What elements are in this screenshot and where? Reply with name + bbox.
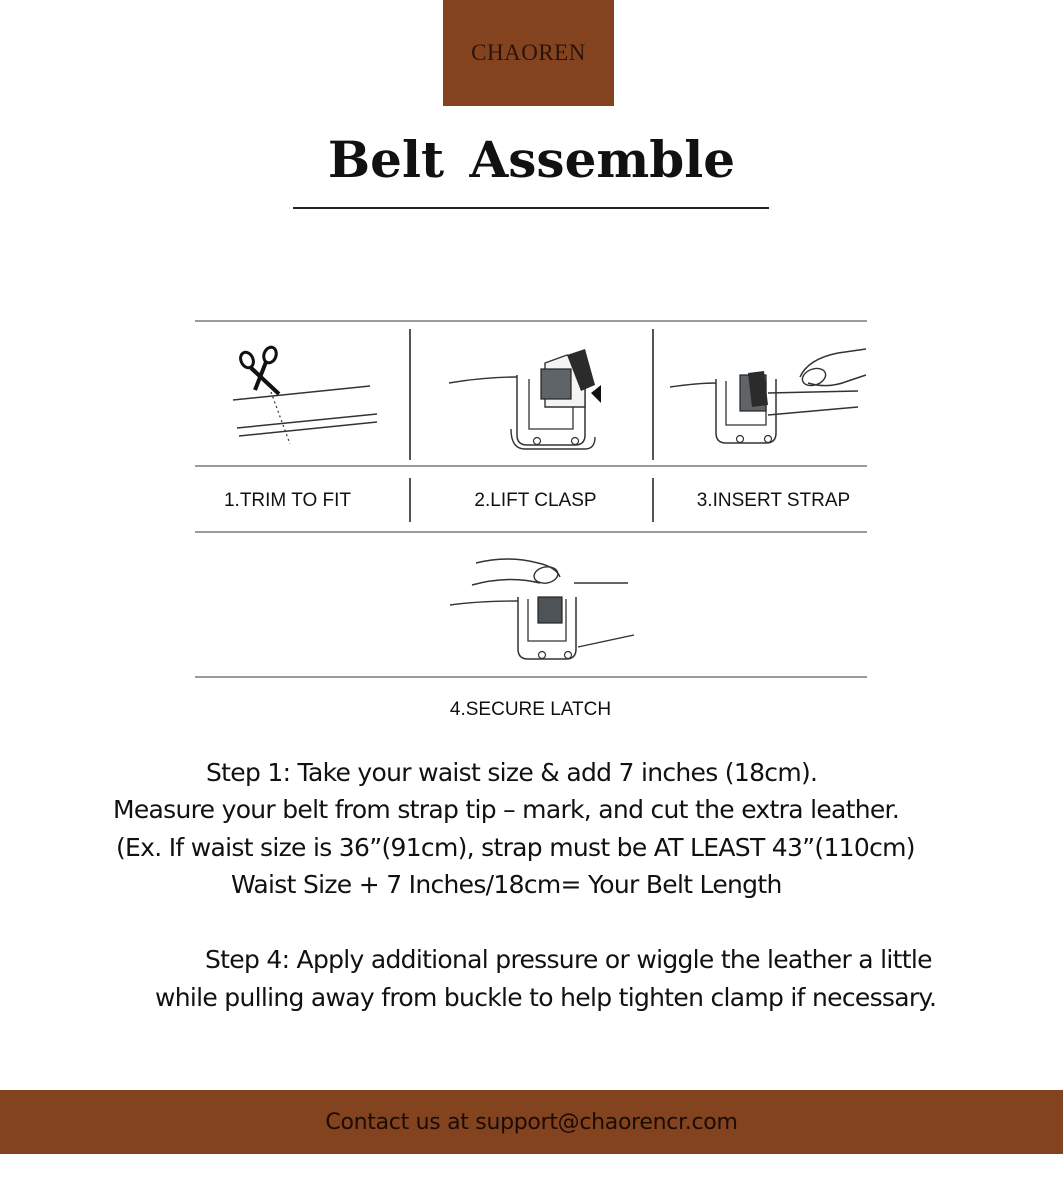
- step-1-line-4: Waist Size + 7 Inches/18cm= Your Belt Length: [231, 870, 782, 899]
- diagram-top-rule: [195, 320, 867, 322]
- diagram-divider-2: [652, 329, 654, 460]
- contact-text: Contact us at support@chaorencr.com: [325, 1109, 738, 1135]
- buckle-lift-clasp-icon: [445, 345, 625, 455]
- step-2-label: 2.LIFT CLASP: [474, 490, 597, 511]
- step-4-line-1: Step 4: Apply additional pressure or wiggle the leather a little: [205, 945, 932, 974]
- scissors-trim-icon: [225, 340, 395, 450]
- step-1-line-3: (Ex. If waist size is 36”(91cm), strap must be AT LEAST 43”(110cm): [116, 833, 915, 862]
- diagram-row-rule: [195, 531, 867, 533]
- diagram-mid-rule: [195, 465, 867, 467]
- diagram-bottom-rule: [195, 676, 867, 678]
- diagram-divider-1: [409, 329, 411, 460]
- step-3-illustration: [668, 345, 868, 460]
- label-divider-2: [652, 478, 654, 522]
- step-1-line-2: Measure your belt from strap tip – mark, and cut the extra leather.: [113, 795, 900, 824]
- step-4-line-2: while pulling away from buckle to help tighten clamp if necessary.: [155, 983, 937, 1012]
- brand-logo-box: [443, 0, 614, 106]
- step-4-label: 4.SECURE LATCH: [449, 699, 612, 720]
- step-1-illustration: [225, 340, 395, 455]
- step-1-line-1: Step 1: Take your waist size & add 7 inches (18cm).: [206, 758, 818, 787]
- brand-name: CHAOREN: [471, 40, 586, 65]
- buckle-insert-strap-icon: [668, 345, 868, 455]
- step-4-illustration: [448, 553, 638, 673]
- footer-bar: [0, 1090, 1063, 1154]
- step-2-illustration: [445, 345, 625, 460]
- label-divider-1: [409, 478, 411, 522]
- title-underline: [293, 207, 769, 209]
- buckle-secure-latch-icon: [448, 553, 638, 668]
- step-1-label: 1.TRIM TO FIT: [223, 490, 352, 511]
- page-title: Belt Assemble: [327, 130, 736, 189]
- step-3-label: 3.INSERT STRAP: [696, 490, 851, 511]
